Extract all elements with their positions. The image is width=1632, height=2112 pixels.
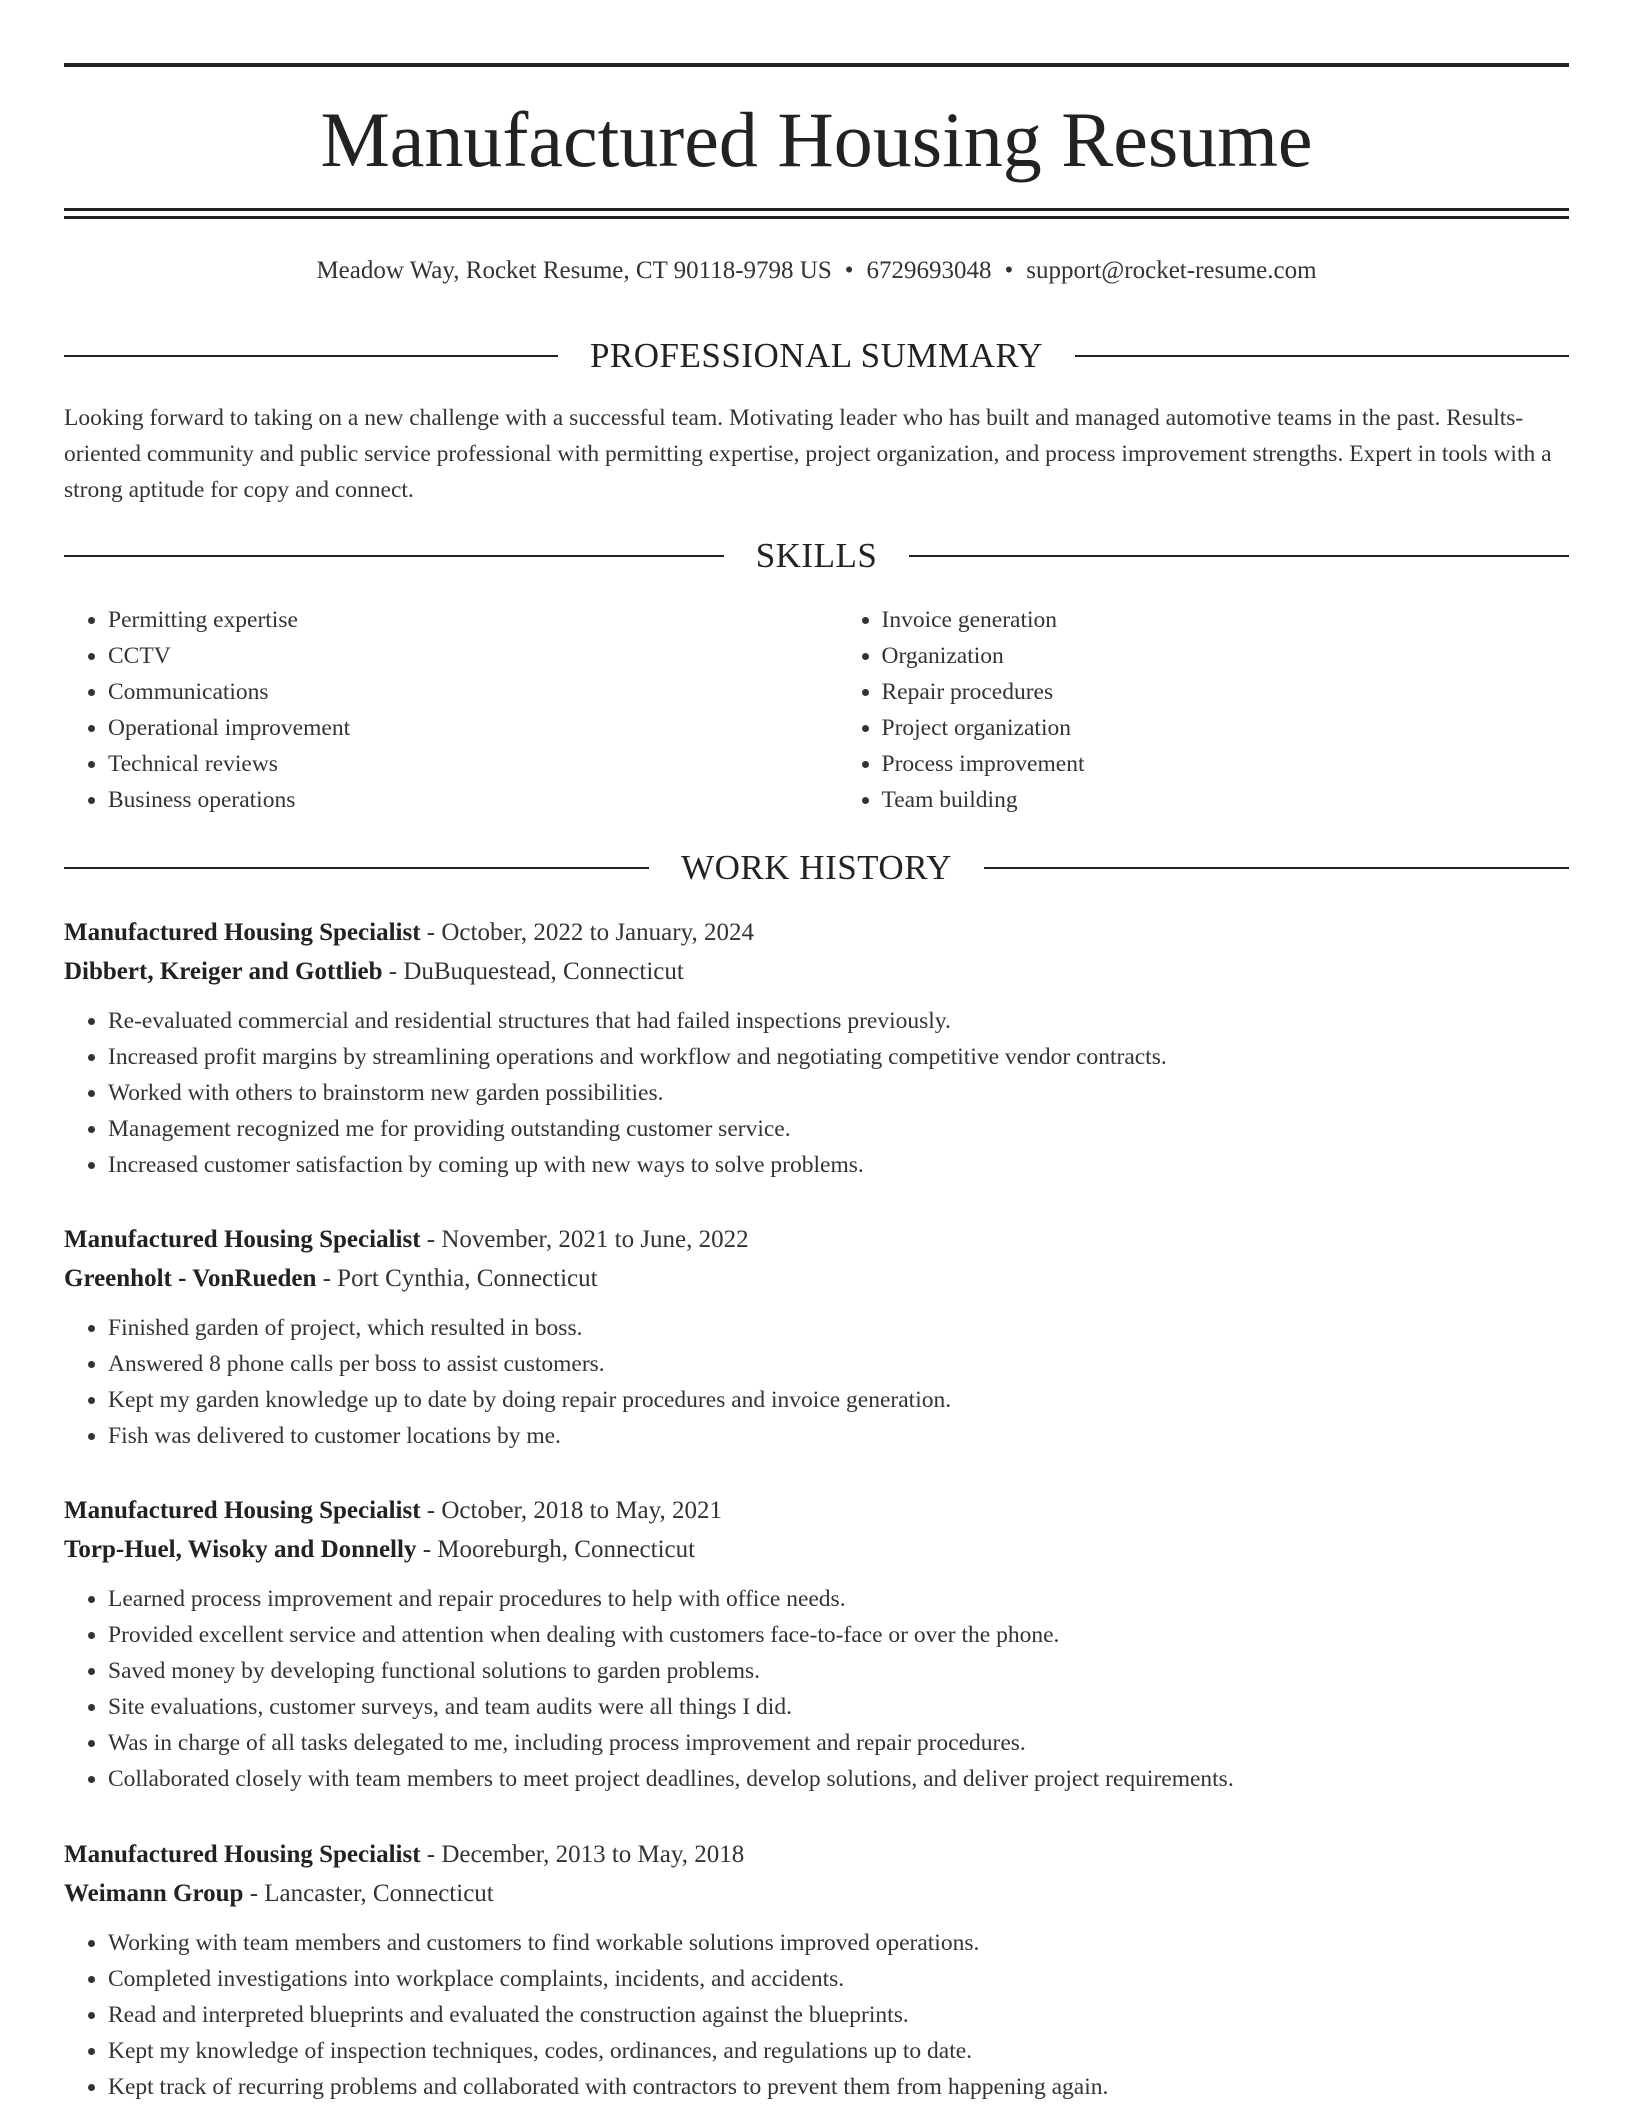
job-bullet: • Finished garden of project, which resulted in boss. [108, 1310, 1569, 1346]
section-header-summary [64, 336, 1569, 376]
job-bullets [64, 1925, 1569, 2105]
summary-text: Looking forward to taking on a new challenge with a successful team. Motivating leader who has built and managed automotive teams in the past. Results-oriented community and public service professional with permitting expertise, project organization, and process improvement strengths. Expert in tools with a strong aptitude for copy and connect. [64, 405, 1552, 503]
skill-item: • Invoice generation [882, 602, 1570, 638]
job-location: - Port Cynthia, Connecticut [316, 1265, 598, 1292]
job-bullet: • Answered 8 phone calls per boss to assist customers. [108, 1346, 1569, 1382]
job-title: Manufactured Housing Specialist [64, 1497, 421, 1524]
contact-email: support@rocket-resume.com [1026, 257, 1317, 284]
job-entry [64, 913, 1569, 1183]
job-company-line [64, 1874, 1569, 1913]
job-bullet: • Increased profit margins by streamlining operations and workflow and negotiating competitive vendor contracts. [108, 1039, 1569, 1075]
contact-separator: • [1004, 257, 1014, 284]
job-dates: - December, 2013 to May, 2018 [420, 1841, 745, 1868]
job-bullet: • Provided excellent service and attention when dealing with customers face-to-face or over the phone. [108, 1617, 1569, 1653]
skill-item: • Permitting expertise [108, 602, 796, 638]
job-bullet: • Kept my knowledge of inspection techniques, codes, ordinances, and regulations up to date. [108, 2033, 1569, 2069]
job-title-line [64, 1220, 1569, 1259]
skill-item: • Communications [108, 674, 796, 710]
job-company: Torp-Huel, Wisoky and Donnelly [64, 1536, 417, 1563]
skill-item: • Organization [882, 638, 1570, 674]
job-title: Manufactured Housing Specialist [64, 919, 421, 946]
job-location: - DuBuquestead, Connecticut [382, 958, 684, 985]
job-bullets [64, 1581, 1569, 1797]
job-company: Greenholt - VonRueden [64, 1265, 317, 1292]
job-entry [64, 1220, 1569, 1454]
job-bullet: • Was in charge of all tasks delegated to me, including process improvement and repair procedures. [108, 1725, 1569, 1761]
skills-list [64, 602, 1569, 818]
skills-column-right [838, 602, 1570, 818]
section-header-work-history [64, 848, 1569, 888]
job-bullet: • Read and interpreted blueprints and evaluated the construction against the blueprints. [108, 1997, 1569, 2033]
job-title: Manufactured Housing Specialist [64, 1841, 421, 1868]
section-rule-right [1075, 355, 1569, 357]
top-rule [64, 63, 1569, 67]
job-bullet: • Completed investigations into workplace complaints, incidents, and accidents. [108, 1961, 1569, 1997]
job-bullets [64, 1310, 1569, 1454]
job-location: - Lancaster, Connecticut [243, 1880, 494, 1907]
job-bullet: • Learned process improvement and repair procedures to help with office needs. [108, 1581, 1569, 1617]
job-entry [64, 1835, 1569, 2105]
job-bullet: • Re-evaluated commercial and residential structures that had failed inspections previously. [108, 1003, 1569, 1039]
contact-address: Meadow Way, Rocket Resume, CT 90118-9798 US [316, 257, 832, 284]
job-dates: - November, 2021 to June, 2022 [420, 1226, 749, 1253]
job-location: - Mooreburgh, Connecticut [416, 1536, 696, 1563]
job-company-line [64, 952, 1569, 991]
resume-title: Manufactured Housing Resume [320, 96, 1313, 183]
job-bullet: • Saved money by developing functional solutions to garden problems. [108, 1653, 1569, 1689]
job-title-line [64, 1835, 1569, 1874]
skill-item: • Project organization [882, 710, 1570, 746]
section-rule-left [64, 867, 649, 869]
contact-phone: 6729693048 [866, 257, 992, 284]
section-rule-right [909, 555, 1569, 557]
job-bullet: • Fish was delivered to customer locations by me. [108, 1418, 1569, 1454]
job-title-line [64, 1491, 1569, 1530]
contact-line [64, 254, 1569, 288]
section-rule-right [984, 867, 1569, 869]
skill-item: • Operational improvement [108, 710, 796, 746]
job-bullet: • Kept my garden knowledge up to date by doing repair procedures and invoice generation. [108, 1382, 1569, 1418]
job-bullet: • Worked with others to brainstorm new garden possibilities. [108, 1075, 1569, 1111]
job-title: Manufactured Housing Specialist [64, 1226, 421, 1253]
skill-item: • Business operations [108, 782, 796, 818]
job-company-line [64, 1530, 1569, 1569]
job-company-line [64, 1259, 1569, 1298]
title-rule-lower [64, 216, 1569, 219]
job-dates: - October, 2018 to May, 2021 [420, 1497, 723, 1524]
skill-item: • Process improvement [882, 746, 1570, 782]
skill-item: • Technical reviews [108, 746, 796, 782]
job-title-line [64, 913, 1569, 952]
job-bullet: • Management recognized me for providing outstanding customer service. [108, 1111, 1569, 1147]
job-bullet: • Site evaluations, customer surveys, and team audits were all things I did. [108, 1689, 1569, 1725]
job-bullet: • Collaborated closely with team members to meet project deadlines, develop solutions, and deliver project requirements. [108, 1761, 1569, 1797]
title-rule-upper [64, 208, 1569, 211]
skills-column-left [64, 602, 796, 818]
job-bullet: • Working with team members and customers to find workable solutions improved operations. [108, 1925, 1569, 1961]
skill-item: • Team building [882, 782, 1570, 818]
section-title: PROFESSIONAL SUMMARY [589, 336, 1044, 375]
job-bullet: • Increased customer satisfaction by coming up with new ways to solve problems. [108, 1147, 1569, 1183]
contact-separator: • [844, 257, 854, 284]
section-title: WORK HISTORY [681, 848, 952, 887]
section-header-skills [64, 536, 1569, 576]
section-rule-left [64, 355, 558, 357]
job-entry [64, 1491, 1569, 1797]
job-bullets [64, 1003, 1569, 1183]
job-dates: - October, 2022 to January, 2024 [420, 919, 754, 946]
skill-item: • CCTV [108, 638, 796, 674]
job-bullet: • Kept track of recurring problems and collaborated with contractors to prevent them from happening again. [108, 2069, 1569, 2105]
job-company: Dibbert, Kreiger and Gottlieb [64, 958, 383, 985]
section-rule-left [64, 555, 724, 557]
skill-item: • Repair procedures [882, 674, 1570, 710]
job-company: Weimann Group [64, 1880, 244, 1907]
section-title: SKILLS [755, 536, 878, 575]
